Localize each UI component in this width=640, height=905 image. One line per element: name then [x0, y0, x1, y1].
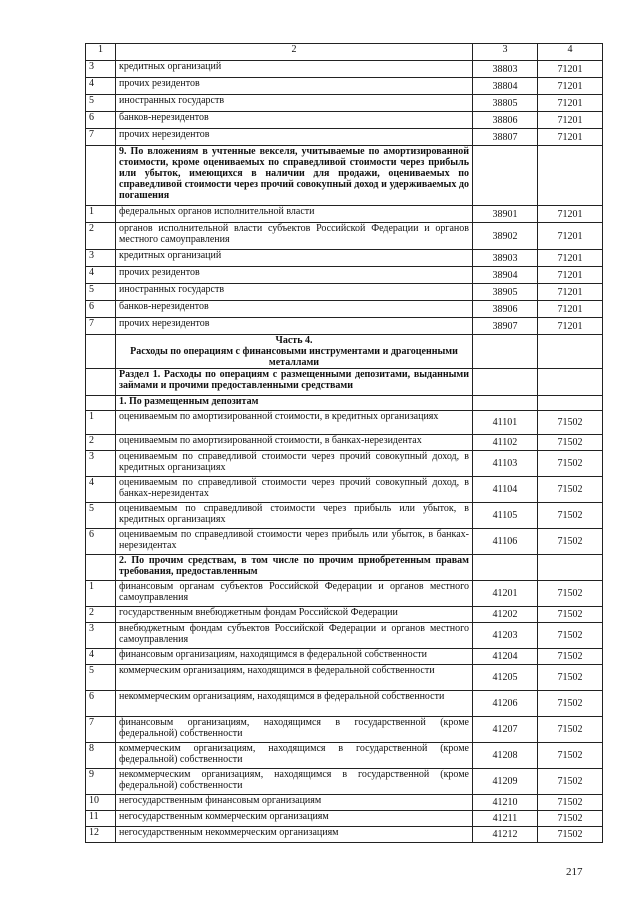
row-description: коммерческим организациям, находящимся в федеральной собственности	[116, 665, 473, 691]
row-symbol-code	[538, 555, 603, 581]
accounts-table	[85, 43, 603, 843]
row-number: 7	[86, 717, 116, 743]
row-description: Часть 4. Расходы по операциям с финансовыми инструментами и драгоценными металлами	[116, 335, 473, 369]
table-row	[86, 301, 603, 318]
row-symbol-code: 71502	[538, 529, 603, 555]
row-number: 5	[86, 95, 116, 112]
row-number: 2	[86, 435, 116, 451]
table-row	[86, 451, 603, 477]
row-symbol-code: 71201	[538, 267, 603, 284]
row-description: Раздел 1. Расходы по операциям с размещенными депозитами, выданными займами и прочими предоставленными средствами	[116, 369, 473, 396]
row-description: прочих резидентов	[116, 78, 473, 95]
table-row	[86, 146, 603, 206]
row-account-code: 41212	[473, 827, 538, 843]
row-account-code: 38902	[473, 223, 538, 250]
header-col-4: 4	[538, 44, 603, 61]
row-description: банков-нерезидентов	[116, 112, 473, 129]
row-symbol-code: 71502	[538, 717, 603, 743]
row-description: банков-нерезидентов	[116, 301, 473, 318]
table-row	[86, 250, 603, 267]
row-account-code: 41201	[473, 581, 538, 607]
row-number: 3	[86, 250, 116, 267]
header-col-3: 3	[473, 44, 538, 61]
row-description: негосударственным финансовым организациям	[116, 795, 473, 811]
row-account-code: 41207	[473, 717, 538, 743]
row-account-code: 38907	[473, 318, 538, 335]
row-symbol-code: 71201	[538, 95, 603, 112]
row-account-code: 38903	[473, 250, 538, 267]
table-row	[86, 503, 603, 529]
row-symbol-code	[538, 396, 603, 411]
table-row	[86, 78, 603, 95]
row-number: 2	[86, 223, 116, 250]
row-account-code: 38806	[473, 112, 538, 129]
row-symbol-code: 71502	[538, 769, 603, 795]
row-description: оцениваемым по амортизированной стоимости, в банках-нерезидентах	[116, 435, 473, 451]
row-number: 8	[86, 743, 116, 769]
row-description: оцениваемым по справедливой стоимости через прочий совокупный доход, в кредитных организациях	[116, 451, 473, 477]
row-account-code: 41105	[473, 503, 538, 529]
row-number: 4	[86, 78, 116, 95]
row-description: негосударственным коммерческим организациям	[116, 811, 473, 827]
row-description: внебюджетным фондам субъектов Российской Федерации и органов местного самоуправления	[116, 623, 473, 649]
row-number: 1	[86, 581, 116, 607]
row-symbol-code: 71201	[538, 284, 603, 301]
row-symbol-code: 71201	[538, 301, 603, 318]
row-symbol-code: 71502	[538, 795, 603, 811]
table-row	[86, 623, 603, 649]
row-account-code: 41209	[473, 769, 538, 795]
row-account-code	[473, 396, 538, 411]
row-account-code: 41204	[473, 649, 538, 665]
row-description: некоммерческим организациям, находящимся в федеральной собственности	[116, 691, 473, 717]
row-number: 12	[86, 827, 116, 843]
row-symbol-code: 71201	[538, 112, 603, 129]
row-description: финансовым организациям, находящимся в государственной (кроме федеральной) собственности	[116, 717, 473, 743]
row-account-code: 41208	[473, 743, 538, 769]
row-account-code: 38901	[473, 206, 538, 223]
row-account-code: 41106	[473, 529, 538, 555]
row-description: оцениваемым по справедливой стоимости через прочий совокупный доход, в банках-нерезидентах	[116, 477, 473, 503]
table-row	[86, 396, 603, 411]
row-account-code: 38803	[473, 61, 538, 78]
row-number	[86, 369, 116, 396]
row-account-code: 41202	[473, 607, 538, 623]
row-number: 3	[86, 451, 116, 477]
row-number	[86, 396, 116, 411]
row-account-code: 41210	[473, 795, 538, 811]
row-description: оцениваемым по справедливой стоимости через прибыль или убыток, в банках-нерезидентах	[116, 529, 473, 555]
table-row	[86, 555, 603, 581]
row-symbol-code: 71502	[538, 827, 603, 843]
row-number: 7	[86, 318, 116, 335]
row-symbol-code	[538, 369, 603, 396]
table-row	[86, 61, 603, 78]
row-symbol-code: 71502	[538, 649, 603, 665]
table-row	[86, 223, 603, 250]
row-number: 7	[86, 129, 116, 146]
table-row	[86, 284, 603, 301]
row-account-code: 41203	[473, 623, 538, 649]
row-symbol-code: 71502	[538, 411, 603, 435]
table-row	[86, 665, 603, 691]
row-account-code: 41205	[473, 665, 538, 691]
header-col-2: 2	[116, 44, 473, 61]
row-account-code	[473, 555, 538, 581]
row-account-code: 38805	[473, 95, 538, 112]
table-row	[86, 827, 603, 843]
row-account-code	[473, 146, 538, 206]
row-description: государственным внебюджетным фондам Российской Федерации	[116, 607, 473, 623]
row-symbol-code: 71502	[538, 811, 603, 827]
row-symbol-code: 71201	[538, 129, 603, 146]
row-number: 5	[86, 665, 116, 691]
row-symbol-code: 71502	[538, 743, 603, 769]
row-symbol-code: 71502	[538, 607, 603, 623]
row-number: 6	[86, 691, 116, 717]
header-col-1: 1	[86, 44, 116, 61]
row-symbol-code: 71502	[538, 451, 603, 477]
row-description: иностранных государств	[116, 284, 473, 301]
row-symbol-code: 71201	[538, 318, 603, 335]
row-account-code: 38807	[473, 129, 538, 146]
row-symbol-code: 71502	[538, 623, 603, 649]
row-symbol-code: 71201	[538, 250, 603, 267]
row-description: коммерческим организациям, находящимся в государственной (кроме федеральной) собственности	[116, 743, 473, 769]
table-row	[86, 95, 603, 112]
row-description: кредитных организаций	[116, 61, 473, 78]
row-description: финансовым органам субъектов Российской Федерации и органов местного самоуправления	[116, 581, 473, 607]
row-number: 1	[86, 206, 116, 223]
row-symbol-code: 71201	[538, 61, 603, 78]
row-description: оцениваемым по амортизированной стоимости, в кредитных организациях	[116, 411, 473, 435]
row-number: 5	[86, 503, 116, 529]
row-account-code: 41103	[473, 451, 538, 477]
row-description: оцениваемым по справедливой стоимости через прибыль или убыток, в кредитных организациях	[116, 503, 473, 529]
table-row	[86, 529, 603, 555]
row-number: 6	[86, 529, 116, 555]
row-number: 2	[86, 607, 116, 623]
row-symbol-code: 71502	[538, 691, 603, 717]
row-account-code: 41104	[473, 477, 538, 503]
row-description: органов исполнительной власти субъектов Российской Федерации и органов местного самоуправления	[116, 223, 473, 250]
row-symbol-code: 71502	[538, 503, 603, 529]
row-symbol-code: 71502	[538, 435, 603, 451]
row-account-code: 38905	[473, 284, 538, 301]
table-row	[86, 411, 603, 435]
row-description: 1. По размещенным депозитам	[116, 396, 473, 411]
table-row	[86, 267, 603, 284]
row-number: 1	[86, 411, 116, 435]
row-symbol-code: 71201	[538, 206, 603, 223]
row-description: негосударственным некоммерческим организациям	[116, 827, 473, 843]
table-row	[86, 112, 603, 129]
header-row	[86, 44, 603, 61]
row-number: 5	[86, 284, 116, 301]
row-number: 3	[86, 61, 116, 78]
row-account-code: 38906	[473, 301, 538, 318]
row-description: финансовым организациям, находящимся в федеральной собственности	[116, 649, 473, 665]
row-number: 3	[86, 623, 116, 649]
row-number: 11	[86, 811, 116, 827]
row-account-code: 38804	[473, 78, 538, 95]
page-number: 217	[566, 866, 583, 878]
row-number: 4	[86, 649, 116, 665]
table-row	[86, 607, 603, 623]
row-description: 9. По вложениям в учтенные векселя, учитываемые по амортизированной стоимости, кроме оцениваемых по справедливой стоимости через прибыль или убыток, имеющихся в наличии для продажи, оцениваемых по справедливой стоимости через прочий совокупный доход и удерживаемых до погашения	[116, 146, 473, 206]
row-symbol-code: 71502	[538, 581, 603, 607]
row-account-code: 41102	[473, 435, 538, 451]
table-row	[86, 477, 603, 503]
row-number: 6	[86, 301, 116, 318]
table-row	[86, 129, 603, 146]
row-number: 10	[86, 795, 116, 811]
row-description: иностранных государств	[116, 95, 473, 112]
table-row	[86, 743, 603, 769]
table-row	[86, 769, 603, 795]
row-account-code	[473, 369, 538, 396]
row-symbol-code: 71201	[538, 223, 603, 250]
row-account-code: 38904	[473, 267, 538, 284]
table-row	[86, 811, 603, 827]
row-number	[86, 146, 116, 206]
table-row	[86, 795, 603, 811]
row-number: 9	[86, 769, 116, 795]
table-row	[86, 581, 603, 607]
row-number	[86, 555, 116, 581]
row-description: прочих нерезидентов	[116, 318, 473, 335]
table-row	[86, 691, 603, 717]
table-row	[86, 206, 603, 223]
row-number	[86, 335, 116, 369]
row-description: федеральных органов исполнительной власти	[116, 206, 473, 223]
row-account-code: 41206	[473, 691, 538, 717]
row-description: некоммерческим организациям, находящимся в государственной (кроме федеральной) собственности	[116, 769, 473, 795]
row-number: 6	[86, 112, 116, 129]
row-description: кредитных организаций	[116, 250, 473, 267]
table-row	[86, 435, 603, 451]
row-number: 4	[86, 267, 116, 284]
table-row	[86, 335, 603, 369]
row-account-code	[473, 335, 538, 369]
row-description: прочих резидентов	[116, 267, 473, 284]
row-account-code: 41101	[473, 411, 538, 435]
table-row	[86, 369, 603, 396]
row-number: 4	[86, 477, 116, 503]
row-symbol-code	[538, 335, 603, 369]
row-symbol-code	[538, 146, 603, 206]
table-row	[86, 318, 603, 335]
row-symbol-code: 71201	[538, 78, 603, 95]
row-description: прочих нерезидентов	[116, 129, 473, 146]
table-body	[86, 44, 603, 843]
row-account-code: 41211	[473, 811, 538, 827]
row-symbol-code: 71502	[538, 477, 603, 503]
table-row	[86, 649, 603, 665]
row-description: 2. По прочим средствам, в том числе по прочим приобретенным правам требования, предоставленным	[116, 555, 473, 581]
table-row	[86, 717, 603, 743]
row-symbol-code: 71502	[538, 665, 603, 691]
